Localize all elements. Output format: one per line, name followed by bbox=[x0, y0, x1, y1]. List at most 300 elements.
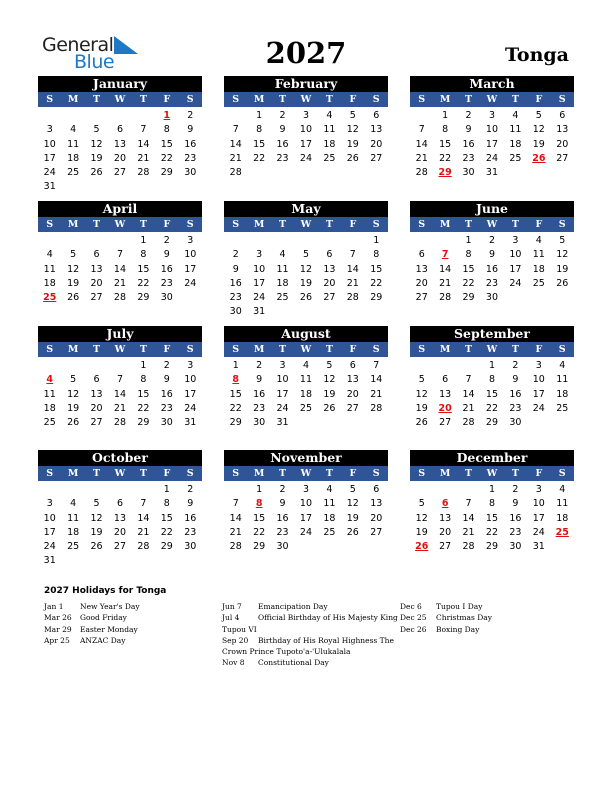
day-cell: 23 bbox=[160, 402, 173, 414]
day-cell: 26 bbox=[415, 417, 428, 429]
day-cell: 6 bbox=[349, 360, 356, 371]
weekday-label: W bbox=[486, 344, 498, 355]
empty-cell bbox=[61, 234, 84, 248]
day-cell: 14 bbox=[370, 374, 383, 386]
empty-cell bbox=[108, 234, 131, 248]
day-cell: 6 bbox=[93, 374, 100, 386]
day-cell: 2 bbox=[465, 110, 472, 121]
month-august bbox=[224, 326, 388, 430]
day-cell: 21 bbox=[229, 526, 242, 538]
day-cell: 15 bbox=[160, 138, 173, 150]
day-cell: 11 bbox=[509, 124, 522, 136]
day-cell: 3 bbox=[302, 484, 309, 495]
holiday-day: 6 bbox=[441, 498, 449, 510]
weekday-header bbox=[410, 466, 574, 481]
day-cell: 30 bbox=[184, 541, 197, 553]
weekday-label: S bbox=[232, 344, 240, 355]
day-cell: 18 bbox=[43, 402, 56, 414]
month-title: October bbox=[38, 450, 202, 466]
empty-cell bbox=[294, 234, 317, 248]
day-cell: 4 bbox=[535, 235, 542, 246]
day-cell: 25 bbox=[323, 526, 336, 538]
day-cell: 15 bbox=[137, 263, 150, 275]
day-cell: 18 bbox=[67, 526, 80, 538]
holiday-date: Apr 25 bbox=[44, 635, 70, 645]
weekday-label: T bbox=[279, 94, 287, 105]
empty-cell bbox=[38, 109, 61, 123]
day-cell: 11 bbox=[323, 124, 336, 136]
holiday-day: 4 bbox=[46, 374, 54, 386]
month-december bbox=[410, 450, 574, 554]
day-cell: 1 bbox=[488, 360, 495, 371]
empty-cell bbox=[433, 359, 456, 373]
empty-cell bbox=[410, 234, 433, 248]
day-cell: 8 bbox=[465, 249, 472, 261]
weekday-label: W bbox=[300, 94, 312, 105]
day-cell: 29 bbox=[160, 167, 173, 179]
day-cell: 13 bbox=[346, 374, 359, 386]
day-cell: 8 bbox=[488, 498, 495, 510]
weekday-label: T bbox=[279, 344, 287, 355]
day-cell: 7 bbox=[373, 360, 380, 371]
day-cell: 4 bbox=[46, 249, 53, 261]
weekday-label: S bbox=[46, 219, 54, 230]
weekday-label: T bbox=[325, 219, 333, 230]
day-cell: 1 bbox=[442, 110, 449, 121]
day-grid bbox=[224, 359, 388, 430]
day-cell: 25 bbox=[532, 277, 545, 289]
day-cell: 6 bbox=[442, 374, 449, 386]
day-cell: 7 bbox=[349, 249, 356, 261]
day-cell: 5 bbox=[70, 374, 77, 386]
day-cell: 11 bbox=[299, 374, 313, 386]
weekday-label: F bbox=[349, 344, 357, 355]
day-cell: 6 bbox=[116, 498, 123, 510]
day-cell: 19 bbox=[299, 277, 313, 289]
day-cell: 2 bbox=[512, 360, 519, 371]
day-cell: 29 bbox=[137, 292, 150, 304]
weekday-label: S bbox=[558, 219, 566, 230]
holiday-date: Jun 7 bbox=[222, 602, 242, 611]
day-cell: 13 bbox=[370, 498, 383, 510]
weekday-label: M bbox=[67, 344, 79, 355]
day-cell: 20 bbox=[439, 526, 452, 538]
day-cell: 7 bbox=[465, 374, 472, 386]
weekday-label: S bbox=[418, 94, 426, 105]
day-cell: 6 bbox=[326, 249, 333, 261]
weekday-label: S bbox=[558, 468, 566, 479]
month-november bbox=[224, 450, 388, 554]
day-cell: 16 bbox=[160, 388, 173, 400]
holiday-day: 1 bbox=[163, 110, 171, 121]
weekday-label: T bbox=[465, 344, 473, 355]
weekday-label: W bbox=[486, 219, 498, 230]
day-cell: 3 bbox=[46, 498, 53, 510]
day-cell: 16 bbox=[184, 138, 197, 150]
day-cell: 18 bbox=[556, 512, 569, 524]
day-cell: 7 bbox=[465, 498, 472, 510]
day-cell: 14 bbox=[113, 263, 127, 275]
day-cell: 27 bbox=[439, 417, 452, 429]
day-cell: 7 bbox=[140, 124, 147, 136]
holiday-item bbox=[222, 657, 402, 668]
day-cell: 5 bbox=[418, 498, 425, 510]
day-cell: 18 bbox=[43, 277, 56, 289]
day-cell: 31 bbox=[43, 555, 56, 567]
weekday-header bbox=[38, 342, 202, 357]
holiday-column bbox=[44, 601, 224, 646]
day-cell: 23 bbox=[509, 526, 522, 538]
weekday-label: F bbox=[349, 94, 357, 105]
day-cell: 12 bbox=[346, 498, 359, 510]
day-cell: 10 bbox=[299, 124, 313, 136]
day-cell: 18 bbox=[532, 263, 545, 275]
day-cell: 17 bbox=[509, 263, 522, 275]
day-cell: 30 bbox=[276, 541, 289, 553]
day-cell: 18 bbox=[276, 277, 289, 289]
day-cell: 12 bbox=[346, 124, 359, 136]
weekday-label: F bbox=[163, 219, 171, 230]
day-cell: 7 bbox=[116, 374, 123, 386]
day-cell: 28 bbox=[113, 417, 127, 429]
weekday-label: S bbox=[418, 468, 426, 479]
day-cell: 28 bbox=[462, 541, 475, 553]
holiday-day: 26 bbox=[532, 152, 546, 164]
day-grid bbox=[410, 483, 574, 554]
day-cell: 23 bbox=[276, 152, 289, 164]
day-cell: 10 bbox=[485, 124, 499, 136]
holiday-day: 29 bbox=[438, 167, 452, 179]
day-cell: 27 bbox=[415, 292, 428, 304]
day-cell: 6 bbox=[116, 124, 123, 136]
day-cell: 10 bbox=[43, 138, 56, 150]
day-cell: 18 bbox=[323, 138, 336, 150]
day-cell: 24 bbox=[253, 292, 266, 304]
day-cell: 28 bbox=[229, 167, 242, 179]
day-cell: 1 bbox=[256, 484, 263, 495]
day-cell: 14 bbox=[229, 138, 242, 150]
empty-cell bbox=[247, 234, 270, 248]
holiday-date: Sep 20 bbox=[222, 635, 249, 645]
holiday-date: Mar 29 bbox=[44, 624, 72, 634]
day-cell: 8 bbox=[256, 124, 263, 136]
weekday-label: S bbox=[558, 94, 566, 105]
day-cell: 13 bbox=[113, 512, 127, 524]
day-cell: 23 bbox=[462, 152, 475, 164]
day-cell: 9 bbox=[163, 374, 170, 386]
day-cell: 23 bbox=[253, 402, 266, 414]
day-cell: 21 bbox=[113, 402, 127, 414]
weekday-label: S bbox=[558, 344, 566, 355]
day-cell: 26 bbox=[90, 541, 103, 553]
day-cell: 2 bbox=[488, 235, 495, 246]
day-cell: 13 bbox=[439, 388, 452, 400]
day-cell: 19 bbox=[415, 526, 428, 538]
holiday-day: 7 bbox=[441, 249, 449, 261]
day-cell: 19 bbox=[67, 277, 80, 289]
day-cell: 10 bbox=[43, 512, 56, 524]
holiday-name: Good Friday bbox=[80, 613, 127, 623]
month-may bbox=[224, 201, 388, 320]
day-cell: 4 bbox=[326, 110, 333, 121]
day-cell: 28 bbox=[439, 292, 452, 304]
weekday-label: T bbox=[465, 94, 473, 105]
weekday-label: F bbox=[535, 219, 543, 230]
day-cell: 7 bbox=[418, 124, 425, 136]
day-cell: 28 bbox=[415, 167, 428, 179]
day-cell: 11 bbox=[43, 263, 56, 275]
month-june bbox=[410, 201, 574, 305]
day-cell: 19 bbox=[90, 152, 103, 164]
day-cell: 31 bbox=[43, 181, 56, 193]
day-cell: 17 bbox=[43, 526, 56, 538]
month-october bbox=[38, 450, 202, 569]
weekday-label: S bbox=[232, 219, 240, 230]
day-cell: 30 bbox=[160, 292, 173, 304]
weekday-label: S bbox=[46, 468, 54, 479]
empty-cell bbox=[85, 359, 108, 373]
day-cell: 27 bbox=[113, 541, 127, 553]
weekday-label: M bbox=[439, 219, 451, 230]
day-cell: 14 bbox=[462, 388, 475, 400]
day-cell: 2 bbox=[256, 360, 263, 371]
day-cell: 9 bbox=[512, 498, 519, 510]
holiday-date: Dec 26 bbox=[400, 624, 427, 634]
day-cell: 7 bbox=[140, 498, 147, 510]
day-cell: 2 bbox=[163, 235, 170, 246]
day-grid bbox=[38, 359, 202, 430]
day-cell: 10 bbox=[253, 263, 266, 275]
weekday-label: S bbox=[418, 219, 426, 230]
day-cell: 5 bbox=[70, 249, 77, 261]
holiday-item bbox=[44, 624, 224, 635]
empty-cell bbox=[108, 109, 131, 123]
day-cell: 20 bbox=[90, 402, 103, 414]
empty-cell bbox=[38, 234, 61, 248]
day-cell: 8 bbox=[140, 374, 147, 386]
day-cell: 2 bbox=[187, 110, 194, 121]
day-cell: 20 bbox=[346, 388, 359, 400]
weekday-label: M bbox=[67, 468, 79, 479]
day-cell: 1 bbox=[373, 235, 380, 246]
day-cell: 5 bbox=[326, 360, 333, 371]
day-cell: 20 bbox=[323, 277, 336, 289]
day-cell: 30 bbox=[160, 417, 173, 429]
day-cell: 15 bbox=[229, 388, 242, 400]
day-cell: 1 bbox=[163, 484, 170, 495]
month-february bbox=[224, 76, 388, 180]
day-cell: 19 bbox=[532, 138, 545, 150]
holiday-name: ANZAC Day bbox=[80, 635, 126, 645]
day-grid bbox=[38, 234, 202, 305]
day-cell: 2 bbox=[232, 249, 239, 261]
day-cell: 19 bbox=[67, 402, 80, 414]
weekday-label: T bbox=[465, 219, 473, 230]
empty-cell bbox=[108, 359, 131, 373]
weekday-label: S bbox=[186, 94, 194, 105]
day-cell: 21 bbox=[113, 277, 127, 289]
day-grid bbox=[410, 234, 574, 305]
day-cell: 26 bbox=[556, 277, 569, 289]
day-cell: 29 bbox=[137, 417, 150, 429]
day-cell: 12 bbox=[415, 388, 428, 400]
day-cell: 27 bbox=[556, 152, 569, 164]
day-cell: 18 bbox=[556, 388, 569, 400]
weekday-label: F bbox=[349, 219, 357, 230]
day-cell: 25 bbox=[509, 152, 522, 164]
day-cell: 15 bbox=[370, 263, 383, 275]
day-cell: 18 bbox=[323, 512, 336, 524]
holiday-day: 25 bbox=[555, 526, 569, 538]
day-cell: 3 bbox=[512, 235, 519, 246]
holiday-day: 25 bbox=[43, 292, 57, 304]
holiday-name: Easter Monday bbox=[80, 624, 138, 634]
weekday-label: F bbox=[535, 468, 543, 479]
day-cell: 14 bbox=[346, 263, 359, 275]
empty-cell bbox=[108, 483, 131, 497]
day-cell: 15 bbox=[485, 388, 499, 400]
day-cell: 22 bbox=[160, 152, 173, 164]
day-cell: 26 bbox=[346, 526, 359, 538]
day-cell: 31 bbox=[485, 167, 499, 179]
day-cell: 17 bbox=[532, 512, 545, 524]
day-cell: 24 bbox=[532, 402, 545, 414]
day-cell: 25 bbox=[67, 167, 80, 179]
holiday-date: Jan 1 bbox=[44, 602, 64, 611]
day-cell: 2 bbox=[187, 484, 194, 495]
day-cell: 25 bbox=[276, 292, 289, 304]
day-cell: 16 bbox=[276, 138, 289, 150]
day-cell: 11 bbox=[43, 388, 56, 400]
month-title: June bbox=[410, 201, 574, 217]
holiday-name: New Year's Day bbox=[80, 602, 140, 611]
day-cell: 24 bbox=[485, 152, 499, 164]
day-cell: 17 bbox=[43, 152, 56, 164]
weekday-label: S bbox=[46, 344, 54, 355]
day-cell: 21 bbox=[137, 152, 150, 164]
weekday-label: T bbox=[279, 219, 287, 230]
day-cell: 22 bbox=[485, 402, 499, 414]
day-cell: 2 bbox=[279, 484, 286, 495]
day-cell: 20 bbox=[90, 277, 103, 289]
day-cell: 13 bbox=[323, 263, 336, 275]
weekday-label: T bbox=[93, 219, 101, 230]
day-cell: 23 bbox=[160, 277, 173, 289]
day-cell: 26 bbox=[90, 167, 103, 179]
day-cell: 8 bbox=[140, 249, 147, 261]
month-title: April bbox=[38, 201, 202, 217]
day-cell: 7 bbox=[232, 498, 239, 510]
day-grid bbox=[410, 359, 574, 430]
day-cell: 13 bbox=[113, 138, 127, 150]
day-cell: 11 bbox=[532, 249, 545, 261]
day-cell: 27 bbox=[113, 167, 127, 179]
holiday-item bbox=[44, 635, 224, 646]
weekday-label: M bbox=[439, 94, 451, 105]
day-cell: 12 bbox=[556, 249, 569, 261]
weekday-label: T bbox=[93, 94, 101, 105]
holiday-item bbox=[44, 601, 224, 612]
month-title: July bbox=[38, 326, 202, 342]
logo-text-general: General bbox=[42, 34, 114, 56]
day-cell: 27 bbox=[90, 417, 103, 429]
day-cell: 22 bbox=[462, 277, 475, 289]
day-cell: 17 bbox=[299, 138, 313, 150]
day-cell: 12 bbox=[90, 138, 103, 150]
weekday-header bbox=[38, 217, 202, 232]
day-cell: 13 bbox=[556, 124, 569, 136]
day-cell: 9 bbox=[279, 124, 286, 136]
day-cell: 20 bbox=[415, 277, 428, 289]
weekday-label: M bbox=[67, 219, 79, 230]
day-cell: 14 bbox=[113, 388, 127, 400]
holiday-name: Tupou I Day bbox=[436, 602, 483, 611]
day-cell: 9 bbox=[163, 249, 170, 261]
day-cell: 15 bbox=[253, 512, 266, 524]
day-cell: 22 bbox=[370, 277, 383, 289]
day-cell: 22 bbox=[253, 152, 266, 164]
month-march bbox=[410, 76, 574, 180]
month-title: September bbox=[410, 326, 574, 342]
holiday-item bbox=[222, 612, 402, 635]
day-cell: 17 bbox=[184, 263, 197, 275]
day-cell: 9 bbox=[187, 498, 194, 510]
empty-cell bbox=[457, 359, 480, 373]
day-grid bbox=[224, 483, 388, 554]
holiday-column bbox=[400, 601, 580, 635]
day-cell: 14 bbox=[439, 263, 452, 275]
day-cell: 29 bbox=[229, 417, 242, 429]
weekday-header bbox=[224, 466, 388, 481]
weekday-label: F bbox=[163, 468, 171, 479]
day-cell: 2 bbox=[512, 484, 519, 495]
day-cell: 28 bbox=[346, 292, 359, 304]
day-cell: 25 bbox=[43, 417, 56, 429]
holiday-item bbox=[222, 601, 402, 612]
day-cell: 19 bbox=[346, 512, 359, 524]
day-cell: 12 bbox=[67, 388, 80, 400]
day-cell: 12 bbox=[323, 374, 336, 386]
day-cell: 26 bbox=[67, 292, 80, 304]
day-cell: 16 bbox=[485, 263, 499, 275]
day-cell: 9 bbox=[256, 374, 263, 386]
day-cell: 31 bbox=[253, 306, 266, 318]
weekday-label: T bbox=[511, 94, 519, 105]
month-title: February bbox=[224, 76, 388, 92]
day-cell: 8 bbox=[163, 498, 170, 510]
weekday-label: M bbox=[253, 94, 265, 105]
weekday-label: F bbox=[535, 94, 543, 105]
country-name: Tonga bbox=[504, 44, 569, 66]
day-cell: 24 bbox=[43, 167, 56, 179]
day-cell: 17 bbox=[184, 388, 197, 400]
day-cell: 21 bbox=[346, 277, 359, 289]
weekday-label: T bbox=[511, 219, 519, 230]
day-cell: 20 bbox=[370, 512, 383, 524]
day-cell: 10 bbox=[509, 249, 522, 261]
day-cell: 25 bbox=[299, 402, 313, 414]
day-cell: 12 bbox=[532, 124, 545, 136]
weekday-label: T bbox=[139, 219, 147, 230]
day-cell: 14 bbox=[462, 512, 475, 524]
day-grid bbox=[410, 109, 574, 180]
day-cell: 30 bbox=[229, 306, 242, 318]
day-cell: 23 bbox=[509, 402, 522, 414]
day-cell: 19 bbox=[556, 263, 569, 275]
day-cell: 8 bbox=[442, 124, 449, 136]
day-cell: 17 bbox=[485, 138, 499, 150]
day-cell: 16 bbox=[160, 263, 173, 275]
